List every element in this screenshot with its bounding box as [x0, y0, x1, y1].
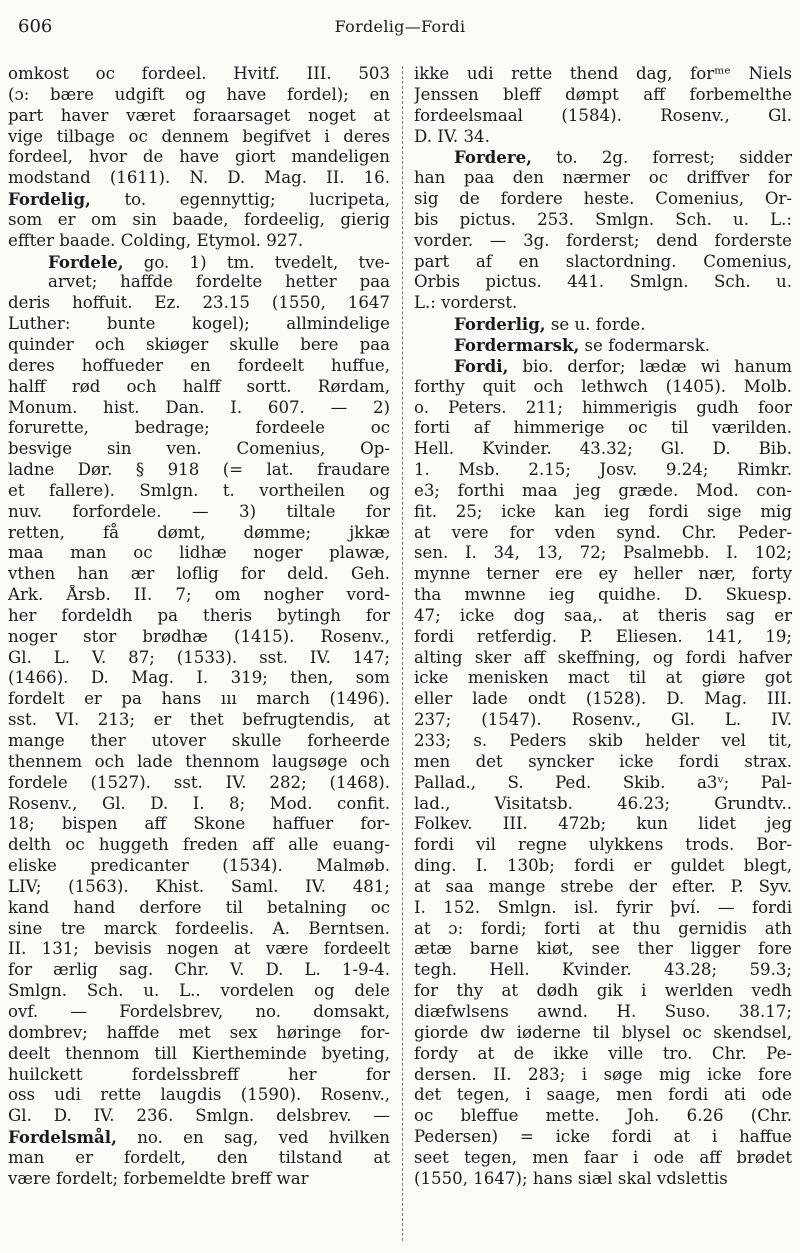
text-line: seet tegen, men faar i ode aff brødet [414, 1147, 792, 1167]
text-line: Fordelsmål, no. en sag, ved hvilken [8, 1127, 390, 1148]
text-line: fordy at de ikke ville tro. Chr. Pe- [414, 1043, 792, 1063]
text-line: 233; s. Peders skib helder vel tit, [414, 731, 792, 750]
text-line: tegh. Hell. Kvinder. 43.28; 59.3; [414, 960, 792, 980]
text-line: (ɔ: bære udgift og have fordel); en [8, 84, 390, 104]
text-line: Gl. L. V. 87; (1533). sst. IV. 147; [8, 647, 390, 667]
headword: Fordele, [48, 251, 124, 272]
text-line: retten, få dømt, dømme; jkkæ [8, 522, 390, 542]
text-line: Forderlig, se u. forde. [454, 314, 646, 335]
text-line: Fordi, bio. derfor; lædæ wi hanum [454, 355, 792, 376]
text-line: kand hand derfore til betalning oc [8, 897, 390, 917]
text-line: at vere for vden synd. Chr. Peder- [414, 522, 792, 542]
text-line: arvet; haffde fordelte hetter paa [48, 272, 390, 292]
text-line: sst. VI. 213; er thet befrugtendis, at [8, 710, 390, 730]
text-line: ætæ barne kiøt, see ther ligger fore [414, 939, 792, 959]
text-line: Fordelig, to. egennyttig; lucripeta, [8, 189, 390, 210]
text-line: oc bleffue mette. Joh. 6.26 (Chr. [414, 1106, 792, 1126]
text-line: icke menisken mact til at giøre got [414, 668, 792, 688]
text-line: ladne Dør. § 918 (= lat. fraudare [8, 460, 390, 480]
text-line: I. 152. Smlgn. isl. fyrir því. — fordi [414, 897, 792, 917]
text-line: men det syncker icke fordi strax. [414, 751, 792, 771]
text-line: fordi retferdig. P. Eliesen. 141, 19; [414, 626, 792, 646]
text-line: dersen. II. 283; i søge mig icke fore [414, 1064, 792, 1084]
text-line: II. 131; bevisis nogen at være fordeelt [8, 939, 390, 959]
text-line: Smlgn. Sch. u. L.. vordelen og dele [8, 981, 390, 1001]
text-line: at saa mange strebe der efter. P. Syv. [414, 876, 792, 896]
text-line: ding. I. 130b; fordi er guldet blegt, [414, 856, 792, 876]
text-line: 1. Msb. 2.15; Josv. 9.24; Rimkr. [414, 460, 792, 480]
text-line: LIV; (1563). Khist. Saml. IV. 481; [8, 876, 390, 896]
headword: Forderlig, [454, 314, 546, 335]
headword: Fordi, [454, 355, 509, 376]
text-line: halff rød och halff sortt. Rørdam, [8, 376, 390, 396]
text-line: Folkev. III. 472b; kun lidet jeg [414, 814, 792, 834]
text-line: han paa den nærmer oc driffver for [414, 168, 792, 188]
column-divider [402, 66, 403, 1241]
text-line: part af en slactordning. Comenius, [414, 251, 792, 271]
text-line: huilckett fordelssbreff her for [8, 1064, 390, 1084]
text-line: her fordeldh pa theris bytingh for [8, 605, 390, 625]
text-line: modstand (1611). N. D. Mag. II. 16. [8, 168, 390, 188]
text-line: omkost oc fordeel. Hvitf. III. 503 [8, 64, 390, 83]
text-line: deres hoffueder en fordeelt huffue, [8, 355, 390, 375]
text-line: e3; forthi maa jeg græde. Mod. con- [414, 480, 792, 500]
text-line: quinder och skiøger skulle bere paa [8, 334, 390, 354]
text-line: lad., Visitatsb. 46.23; Grundtv.. [414, 793, 792, 813]
text-line: fordi vil regne ulykkens trods. Bor- [414, 835, 792, 855]
text-line: delth oc huggeth freden aff alle euang- [8, 835, 390, 855]
page-header [10, 16, 790, 42]
text-line: et fallere). Smlgn. t. vortheilen og [8, 480, 390, 500]
text-line: besvige sin ven. Comenius, Op- [8, 439, 390, 459]
text-line: sine tre marck fordeelis. A. Berntsen. [8, 918, 390, 938]
text-line: noger stor brødhæ (1415). Rosenv., [8, 626, 390, 646]
text-line: diæfwlsens awnd. H. Suso. 38.17; [414, 1001, 792, 1021]
text-line: L.: vorderst. [414, 293, 518, 313]
text-line: eller lade ondt (1528). D. Mag. III. [414, 689, 792, 709]
page-number: 606 [18, 16, 53, 37]
text-line: Monum. hist. Dan. I. 607. — 2) [8, 397, 390, 417]
text-line: forthy quit och lethwch (1405). Molb. [414, 376, 792, 396]
text-line: maa man oc lidhæ noger plawæ, [8, 543, 390, 563]
text-line: part haver været foraarsaget noget at [8, 105, 390, 125]
text-line: som er om sin baade, fordeelig, gierig [8, 209, 390, 229]
text-line: Pedersen) = icke fordi at i haffue [414, 1127, 792, 1147]
headword: Fordermarsk, [454, 334, 580, 355]
text-line: Hell. Kvinder. 43.32; Gl. D. Bib. [414, 439, 792, 459]
text-line: ikke udi rette thend dag, forᵐᵉ Niels [414, 64, 792, 83]
text-line: for ærlig sag. Chr. V. D. L. 1-9-4. [8, 960, 390, 980]
text-line: for thy at dødh gik i werlden vedh [414, 981, 792, 1001]
text-line: vorder. — 3g. forderst; dend forderste [414, 230, 792, 250]
text-line: tha mwnne ieg quidhe. D. Skuesp. [414, 585, 792, 605]
text-line: 237; (1547). Rosenv., Gl. L. IV. [414, 710, 792, 730]
text-line: Gl. D. IV. 236. Smlgn. delsbrev. — [8, 1106, 390, 1126]
text-line: fordele (1527). sst. IV. 282; (1468). [8, 772, 390, 792]
text-line: Jenssen bleff dømpt aff forbemelthe [414, 84, 792, 104]
text-line: (1466). D. Mag. I. 319; then, som [8, 668, 390, 688]
text-line: giorde dw iøderne til blysel oc skendsel, [414, 1022, 792, 1042]
text-line: det tegen, i saage, men fordi ati ode [414, 1085, 792, 1105]
text-line: mynne terner ere ey heller nær, forty [414, 564, 792, 584]
headword: Fordere, [454, 147, 532, 168]
text-line: bis pictus. 253. Smlgn. Sch. u. L.: [414, 209, 792, 229]
text-line: D. IV. 34. [414, 126, 490, 146]
text-line: ovf. — Fordelsbrev, no. domsakt, [8, 1001, 390, 1021]
headword: Fordelig, [8, 189, 91, 210]
text-line: fordeel, hvor de have giort mandeligen [8, 147, 390, 167]
text-line: forti af himmerige oc til værilden. [414, 418, 792, 438]
text-line: 18; bispen aff Skone haffuer for- [8, 814, 390, 834]
running-head: Fordelig—Fordi [334, 17, 466, 36]
text-line: deelt thennom till Kiertheminde byeting, [8, 1043, 390, 1063]
text-line: Pallad., S. Ped. Skib. a3ᵛ; Pal- [414, 772, 792, 792]
text-line: forurette, bedrage; fordeele oc [8, 418, 390, 438]
text-line: mange ther utover skulle forheerde [8, 731, 390, 750]
text-line: fordelt er pa hans ııı march (1496). [8, 689, 390, 709]
text-line: dombrev; haffde met sex høringe for- [8, 1022, 390, 1042]
text-line: sen. I. 34, 13, 72; Psalmebb. I. 102; [414, 543, 792, 563]
text-line: alting sker aff skeffning, og fordi hafver [414, 647, 792, 667]
text-line: fordeelsmaal (1584). Rosenv., Gl. [414, 105, 792, 125]
text-line: Orbis pictus. 441. Smlgn. Sch. u. [414, 272, 792, 292]
left-column [8, 64, 390, 1244]
text-line: man er fordelt, den tilstand at [8, 1147, 390, 1167]
text-line: o. Peters. 211; himmerigis gudh foor [414, 397, 792, 417]
text-line: (1550, 1647); hans siæl skal vdslettis [414, 1168, 728, 1188]
text-line: oss udi rette laugdis (1590). Rosenv., [8, 1085, 390, 1105]
text-line: sig de fordere heste. Comenius, Or- [414, 189, 792, 209]
text-line: fit. 25; icke kan ieg fordi sige mig [414, 501, 792, 521]
text-line: Rosenv., Gl. D. I. 8; Mod. confit. [8, 793, 390, 813]
text-line: vthen han ær loflig for deld. Geh. [8, 564, 390, 584]
text-line: Fordermarsk, se fodermarsk. [454, 334, 711, 355]
text-line: nuv. forfordele. — 3) tiltale for [8, 501, 390, 521]
text-line: vige tilbage oc dennem begifvet i deres [8, 126, 390, 146]
text-line: thennem och lade thennom laugsøge och [8, 751, 390, 771]
text-line: Ark. Årsb. II. 7; om nogher vord- [8, 585, 390, 605]
text-line: 47; icke dog saa,. at theris sag er [414, 605, 792, 625]
headword: Fordelsmål, [8, 1127, 117, 1148]
right-column [414, 64, 792, 1244]
text-line: Luther: bunte kogel); allmindelige [8, 314, 390, 334]
text-line: at ɔ: fordi; forti at thu gernidis ath [414, 918, 792, 938]
text-line: effter baade. Colding, Etymol. 927. [8, 230, 304, 250]
text-line: Fordele, go. 1) tm. tvedelt, tve- [48, 251, 390, 272]
text-line: eliske predicanter (1534). Malmøb. [8, 856, 390, 876]
text-line: Fordere, to. 2g. forrest; sidder [454, 147, 792, 168]
text-line: være fordelt; forbemeldte breff war [8, 1168, 309, 1188]
text-line: deris hoffuit. Ez. 23.15 (1550, 1647 [8, 293, 390, 313]
